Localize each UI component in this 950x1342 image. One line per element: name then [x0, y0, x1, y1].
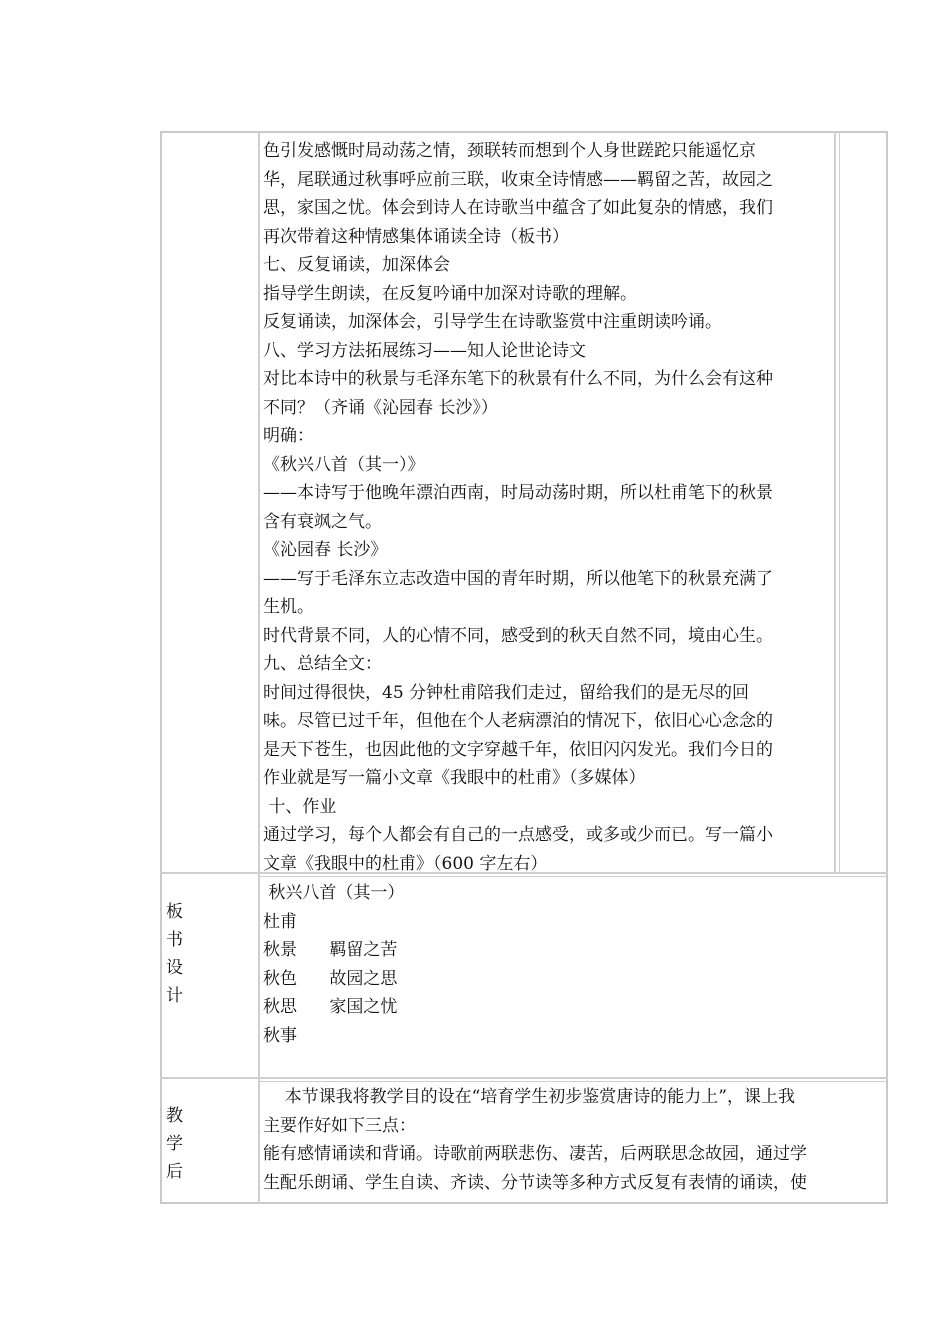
text-line: 本节课我将教学目的设在“培育学生初步鉴赏唐诗的能力上”，课上我: [263, 1087, 795, 1107]
text-line: 生配乐朗诵、学生自读、齐读、分节读等多种方式反复有表情的诵读，使: [263, 1172, 807, 1193]
text-line: 能有感情诵读和背诵。诗歌前两联悲伤、凄苦，后两联思念故园，通过学: [263, 1144, 807, 1164]
text-line: 指导学生朗读，在反复吟诵中加深对诗歌的理解。: [263, 283, 637, 304]
text-line: 生机。: [263, 597, 314, 617]
board-author: 杜甫: [263, 911, 297, 932]
text-line: 对比本诗中的秋景与毛泽东笔下的秋景有什么不同，为什么会有这种: [263, 369, 773, 389]
board-title: 秋兴八首（其一）: [263, 883, 405, 903]
section-heading: 十、作业: [263, 796, 337, 817]
board-line: 秋景 羁留之苦: [263, 940, 398, 960]
text-line: 华，尾联通过秋事呼应前三联，收束全诗情感——羁留之苦，故园之: [263, 169, 773, 190]
text-line: 作业就是写一篇小文章《我眼中的杜甫》（多媒体）: [263, 768, 646, 788]
board-design-label: 板 书 设 计: [166, 902, 183, 1006]
section-heading: 七、反复诵读，加深体会: [263, 255, 450, 275]
text-line: 含有衰飒之气。: [263, 511, 382, 532]
text-line: 再次带着这种情感集体诵读全诗（板书）: [263, 226, 569, 247]
board-line: 秋事: [263, 1025, 297, 1046]
row-divider-2: [160, 1077, 888, 1079]
text-line: 明确：: [263, 426, 314, 446]
text-line: 反复诵读，加深体会，引导学生在诗歌鉴赏中注重朗读吟诵。: [263, 312, 722, 332]
text-line: 思，家国之忧。体会到诗人在诗歌当中蕴含了如此复杂的情感，我们: [263, 198, 773, 218]
text-line: 不同？（齐诵《沁园春 长沙》）: [263, 397, 498, 418]
text-line: 《秋兴八首（其一）》: [263, 454, 425, 475]
teaching-reflection-label: 教 学 后: [166, 1106, 183, 1182]
column-divider-label: [258, 131, 260, 1204]
text-line: 《沁园春 长沙》: [263, 540, 388, 560]
board-line: 秋思 家国之忧: [263, 997, 398, 1017]
text-line: 主要作好如下三点：: [263, 1115, 416, 1136]
board-design-text: [263, 879, 883, 1050]
text-line: ——写于毛泽东立志改造中国的青年时期，所以他笔下的秋景充满了: [263, 568, 773, 589]
text-line: 时间过得很快，45 分钟杜甫陪我们走过，留给我们的是无尽的回: [263, 682, 750, 703]
text-line: 味。尽管已过千年，但他在个人老病漂泊的情况下，依旧心心念念的: [263, 711, 773, 731]
section-heading: 九、总结全文：: [263, 654, 382, 674]
teaching-procedure-text: [263, 137, 835, 878]
text-line: 是天下苍生，也因此他的文字穿越千年，依旧闪闪发光。我们今日的: [263, 739, 773, 760]
text-line: 时代背景不同，人的心情不同，感受到的秋天自然不同，境由心生。: [263, 625, 773, 646]
board-line: 秋色 故园之思: [263, 968, 398, 989]
column-divider-right-inner: [839, 131, 840, 872]
section-heading: 八、学习方法拓展练习——知人论世论诗文: [263, 340, 586, 361]
text-line: 通过学习，每个人都会有自己的一点感受，或多或少而已。写一篇小: [263, 825, 773, 845]
text-line: 文章《我眼中的杜甫》（600 字左右）: [263, 853, 548, 874]
text-line: ——本诗写于他晚年漂泊西南，时局动荡时期，所以杜甫笔下的秋景: [263, 483, 773, 503]
teaching-reflection-text: [263, 1083, 885, 1197]
text-line: 色引发感慨时局动荡之情，颈联转而想到个人身世蹉跎只能遥忆京: [263, 141, 756, 161]
row-divider-2b: [260, 1081, 886, 1082]
